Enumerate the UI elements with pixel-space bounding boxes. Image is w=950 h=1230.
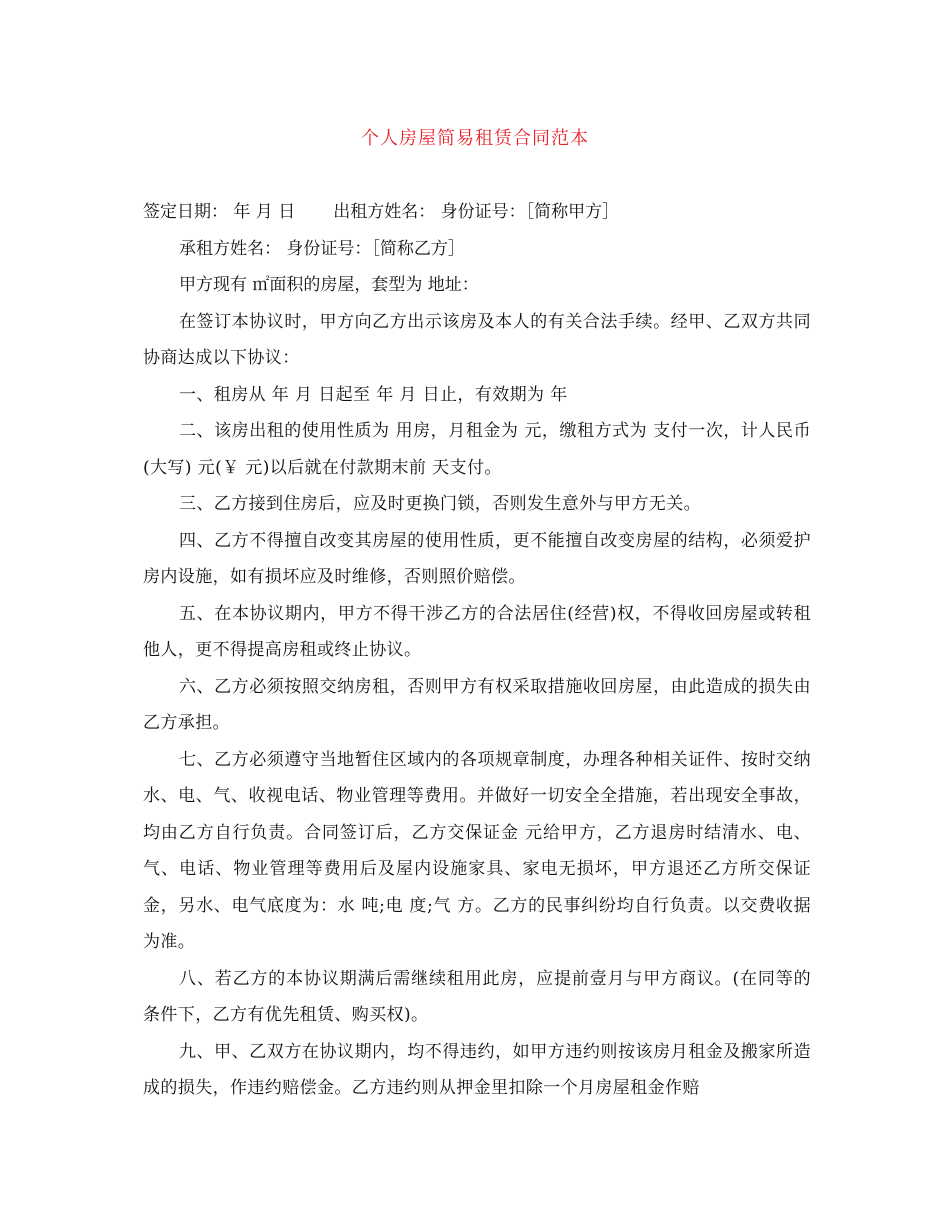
clause-5: 五、在本协议期内，甲方不得干涉乙方的合法居住(经营)权，不得收回房屋或转租他人，更不得提高房租或终止协议。: [143, 603, 811, 660]
clause-6: 六、乙方必须按照交纳房租，否则甲方有权采取措施收回房屋，由此造成的损失由乙方承担。: [143, 676, 811, 733]
clause-8: 八、若乙方的本协议期满后需继续租用此房，应提前壹月与甲方商议。(在同等的条件下，乙方有优先租赁、购买权)。: [143, 968, 811, 1025]
clause-3: 三、乙方接到住房后，应及时更换门锁，否则发生意外与甲方无关。: [179, 494, 701, 514]
header-line: [143, 194, 811, 231]
clause-7: 七、乙方必须遵守当地暂住区域内的各项规章制度，办理各种相关证件、按时交纳水、电、气、收视电话、物业管理等费用。并做好一切安全全措施，若出现安全事故，均由乙方自行负责。合同签订后，乙方交保证金 元给甲方，乙方退房时结清水、电、气、电话、物业管理等费用后及屋内设施家具、家电无损坏，甲方退还乙方所交保证金，另水、电气底度为：水 吨;电 度;气 方。乙方的民事纠纷均自行负责。以交费收据为准。: [143, 749, 811, 952]
paragraph-intro: 在签订本协议时，甲方向乙方出示该房及本人的有关合法手续。经甲、乙双方共同协商达成以下协议：: [143, 311, 811, 368]
document-body: [143, 194, 811, 1107]
lessee-line: 承租方姓名： 身份证号：［简称乙方］: [179, 238, 465, 259]
clause-2: 二、该房出租的使用性质为 用房，月租金为 元，缴租方式为 支付一次，计人民币(大写) 元(￥ 元)以后就在付款期末前 天支付。: [143, 421, 811, 478]
clause-1: 一、租房从 年 月 日起至 年 月 日止，有效期为 年: [179, 384, 568, 405]
sign-date-label: 签定日期： 年 月 日: [143, 202, 296, 222]
document-title: 个人房屋简易租赁合同范本: [361, 128, 589, 149]
clause-4: 四、乙方不得擅自改变其房屋的使用性质，更不能擅自改变房屋的结构，必须爱护房内设施，如有损坏应及时维修，否则照价赔偿。: [143, 530, 811, 587]
clause-9: 九、甲、乙双方在协议期内，均不得违约，如甲方违约则按该房月租金及搬家所造成的损失，作违约赔偿金。乙方违约则从押金里扣除一个月房屋租金作赔: [143, 1041, 811, 1098]
lessor-label: 出租方姓名： 身份证号：［简称甲方］: [333, 202, 620, 222]
house-line: 甲方现有 ㎡面积的房屋，套型为 地址：: [179, 275, 479, 295]
